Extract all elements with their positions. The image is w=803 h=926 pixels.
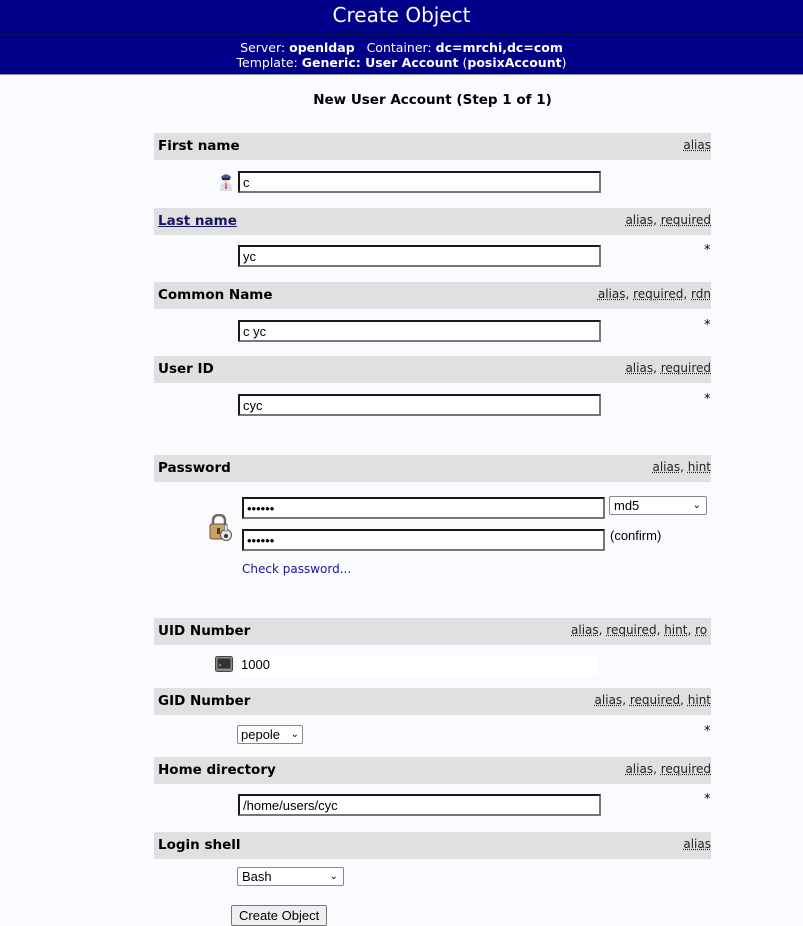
- confirm-label: (confirm): [610, 528, 662, 543]
- hint: hint: [687, 693, 711, 707]
- template-label: Template:: [236, 55, 298, 70]
- page-title: Create Object: [0, 0, 803, 35]
- template-line: [0, 55, 803, 70]
- template-class: posixAccount: [467, 55, 562, 70]
- attr-header-password: [154, 455, 711, 482]
- password-confirm-input[interactable]: [242, 529, 605, 551]
- hint: rdn: [691, 287, 711, 301]
- hint: hint: [687, 460, 711, 474]
- attr-hints: alias, required: [625, 361, 711, 375]
- container-value: dc=mrchi,dc=com: [435, 40, 563, 55]
- attr-hints: alias, required, hint, ro: [571, 623, 708, 637]
- last-name-input[interactable]: [238, 245, 601, 267]
- attr-header-home-directory: [154, 757, 711, 784]
- hint: required: [629, 693, 681, 707]
- lock-key-icon: [209, 514, 233, 546]
- gid-number-select[interactable]: [237, 725, 303, 744]
- step-title: New User Account (Step 1 of 1): [313, 92, 552, 108]
- user-icon: [219, 173, 233, 195]
- attr-label: Common Name: [158, 287, 273, 303]
- hint: required: [633, 287, 684, 301]
- attr-header-login-shell: [154, 832, 711, 859]
- terminal-icon: [215, 656, 233, 676]
- attr-label: Home directory: [158, 762, 276, 778]
- hint: ro: [695, 623, 708, 637]
- selected-value: md5: [614, 498, 640, 513]
- required-marker: *: [704, 243, 711, 258]
- check-password-link[interactable]: Check password...: [242, 562, 352, 576]
- password-hash-select[interactable]: [609, 496, 707, 515]
- attr-hints: [683, 138, 711, 152]
- attr-label: User ID: [158, 361, 214, 377]
- attr-hints: alias, required: [625, 762, 711, 776]
- chevron-down-icon: ⌄: [692, 500, 701, 511]
- password-input[interactable]: [242, 497, 605, 519]
- attr-header-first-name: [154, 133, 711, 160]
- attr-hints: [683, 837, 711, 851]
- hint: alias: [594, 693, 623, 707]
- uid-number-value: 1000: [241, 657, 270, 672]
- hint: required: [660, 213, 711, 227]
- required-marker: *: [704, 392, 711, 407]
- required-marker: *: [704, 792, 711, 807]
- hint: required: [660, 762, 711, 776]
- attr-label: UID Number: [158, 623, 251, 639]
- selected-value: Bash: [242, 869, 272, 884]
- attr-header-user-id: [154, 356, 711, 383]
- last-name-link[interactable]: Last name: [158, 213, 237, 229]
- paren-open: (: [462, 55, 468, 70]
- hint: alias: [625, 213, 654, 227]
- attr-header-last-name: [154, 208, 711, 235]
- attr-label: Password: [158, 460, 231, 476]
- hint: alias: [652, 460, 681, 474]
- server-label: Server:: [240, 40, 286, 55]
- hint: alias: [625, 762, 654, 776]
- required-marker: *: [704, 724, 711, 739]
- attr-label: First name: [158, 138, 240, 154]
- chevron-down-icon: ⌄: [329, 871, 338, 882]
- attr-header-gid-number: [154, 688, 711, 715]
- home-directory-input[interactable]: [238, 794, 601, 816]
- attr-header-uid-number: [154, 618, 711, 645]
- server-container-line: [0, 40, 803, 55]
- context-info: [0, 35, 803, 75]
- create-object-button[interactable]: Create Object: [231, 905, 327, 926]
- attr-hints: alias, hint: [652, 460, 711, 474]
- paren-close: ): [561, 55, 567, 70]
- hint: required: [606, 623, 657, 637]
- container-label: Container:: [366, 40, 432, 55]
- uid-number-readonly: [236, 655, 598, 675]
- login-shell-select[interactable]: [237, 867, 344, 886]
- hint: alias: [597, 287, 626, 301]
- chevron-down-icon: ⌄: [290, 729, 299, 740]
- template-value: Generic: User Account: [301, 55, 459, 70]
- hint: alias: [683, 837, 711, 851]
- hint: alias: [683, 138, 711, 152]
- selected-value: pepole: [241, 727, 281, 742]
- hint: alias: [625, 361, 654, 375]
- first-name-input[interactable]: [238, 171, 601, 193]
- attr-hints: alias, required: [625, 213, 711, 227]
- user-id-input[interactable]: [238, 394, 601, 416]
- hint: hint: [664, 623, 688, 637]
- required-marker: *: [704, 318, 711, 333]
- attr-hints: alias, required, hint: [594, 693, 711, 707]
- attr-label: Login shell: [158, 837, 241, 853]
- attr-header-common-name: [154, 282, 711, 309]
- common-name-input[interactable]: [238, 320, 601, 342]
- attr-hints: alias, required, rdn: [597, 287, 711, 301]
- hint: required: [660, 361, 711, 375]
- hint: alias: [571, 623, 599, 637]
- server-value: openldap: [289, 40, 355, 55]
- attr-label: GID Number: [158, 693, 251, 709]
